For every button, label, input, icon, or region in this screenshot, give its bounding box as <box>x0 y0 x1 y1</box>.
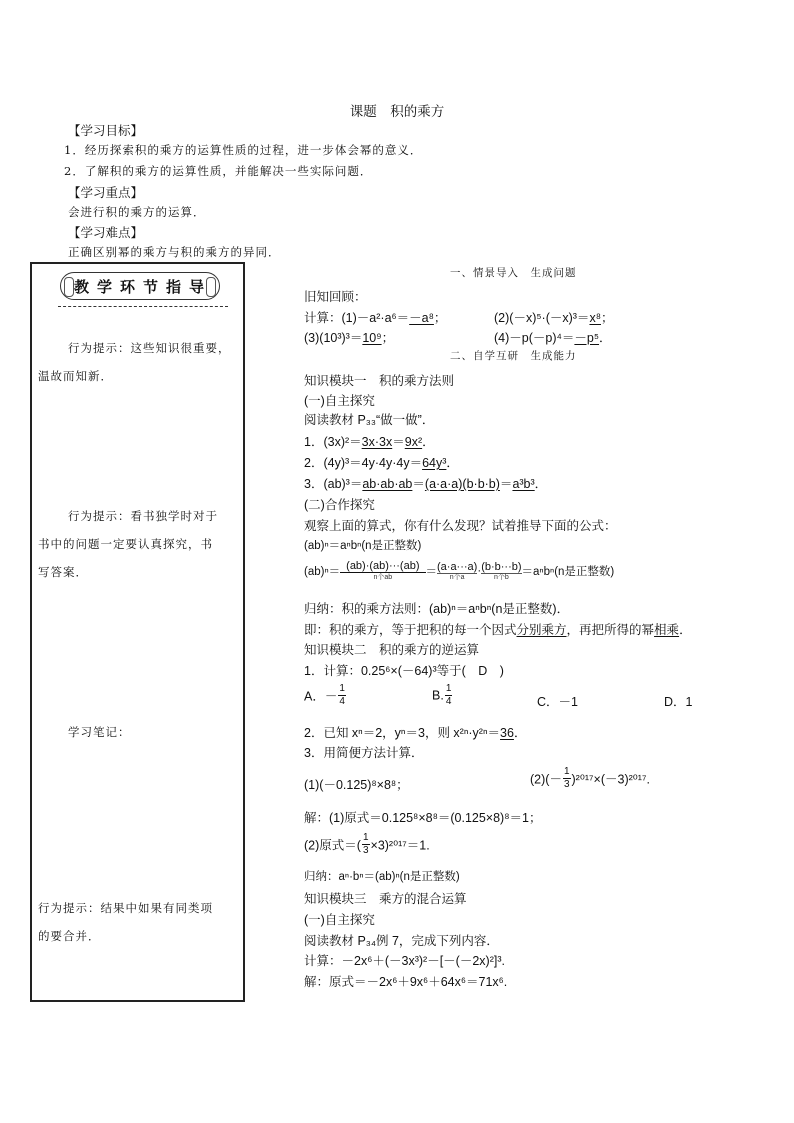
study-notes-label: 学习笔记： <box>68 725 131 739</box>
frac-num: 1 <box>362 832 369 843</box>
question-3: 3．用简便方法计算． <box>304 746 424 760</box>
example-2: 2．(4y)³＝4y·4y·4y＝64y³． <box>304 456 459 470</box>
tip-review <box>38 334 238 390</box>
module-3-solution: 解：原式＝－2x⁶＋9x⁶＋64x⁶＝71x⁶. <box>304 975 508 989</box>
diff-header: 【学习难点】 <box>68 225 144 240</box>
review-q3: (3)(10³)³＝ <box>304 331 363 345</box>
brace-b-top: (b·b···b) <box>481 560 522 573</box>
module-3-read: 阅读教材 P₃₄例 7，完成下列内容． <box>304 934 499 948</box>
review-a3: 10⁹ <box>362 331 382 345</box>
brace-a <box>437 561 477 582</box>
tip-read-line: 书中的问题一定要认真探究，书 <box>38 537 213 551</box>
goal-1: 1．经历探索积的乘方的运算性质的过程，进一步体会幂的意义． <box>64 143 423 157</box>
example-1: 1．(3x)²＝3x·3x＝9x²． <box>304 435 435 449</box>
guide-banner <box>60 272 220 300</box>
example-3-q: 3．(ab)³＝ <box>304 477 363 491</box>
review-label: 旧知回顾： <box>304 290 367 304</box>
brace-b <box>481 561 521 582</box>
question-2-text: 2．已知 xⁿ＝2，yⁿ＝3，则 x²ⁿ·y²ⁿ＝ <box>304 726 501 740</box>
goal-2: 2．了解积的乘方的运算性质，并能解决一些实际问题． <box>64 164 373 178</box>
example-3-c: a³b³ <box>512 477 535 491</box>
derivation-lhs: (ab)ⁿ＝ <box>304 566 341 578</box>
derivation-fraction <box>340 560 425 582</box>
frac-num: 1 <box>339 683 345 694</box>
fraction-one-third <box>362 832 370 857</box>
key-header: 【学习重点】 <box>68 185 144 200</box>
module-2-title: 知识模块二 积的乘方的逆运算 <box>304 643 480 657</box>
tip-read-line: 行为提示：看书独学时对于 <box>68 509 218 523</box>
question-3-1: (1)(－0.125)⁸×8⁸； <box>304 778 409 792</box>
derivation: (ab)ⁿ＝ (ab)·(ab)···(ab) n个ab ＝ (a·a···a) n个a · (b·b···b) n个b ＝aⁿbⁿ(n是正整数) <box>304 560 615 581</box>
review-a2: x⁸ <box>589 311 601 325</box>
conclusion-1: 归纳：积的乘方法则：(ab)ⁿ＝aⁿbⁿ(n是正整数)． <box>304 602 570 616</box>
brace-b-sub: n个b <box>493 573 509 581</box>
example-3: 3．(ab)³＝ab·ab·ab＝(a·a·a)(b·b·b)＝a³b³． <box>304 477 548 491</box>
banner-char: 导 <box>188 277 206 296</box>
frac-den: 4 <box>339 696 345 707</box>
module-1-title: 知识模块一 积的乘方法则 <box>304 374 455 388</box>
guide-sidebar <box>30 262 245 1002</box>
banner-char: 教 <box>73 277 91 296</box>
brace-a-sub: n个a <box>449 573 465 581</box>
question-2: 2．已知 xⁿ＝2，yⁿ＝3，则 x²ⁿ·y²ⁿ＝36． <box>304 726 527 740</box>
review-row-4: (4)－p(－p)⁴＝－p⁵． <box>494 331 612 345</box>
module-1-sub-a: (一)自主探究 <box>304 394 375 408</box>
solution-1: 解：(1)原式＝0.125⁸×8⁸＝(0.125×8)⁸＝1； <box>304 811 542 825</box>
frac-den: 3 <box>563 779 570 790</box>
section-2-header: 二、自学互研 生成能力 <box>450 350 577 362</box>
that-is-blank-2: 相乘 <box>654 623 680 637</box>
review-row-1: 计算：(1)－a²·a⁶＝－a⁸； <box>304 311 447 325</box>
key-text: 会进行积的乘方的运算． <box>68 205 206 219</box>
formula-1: (ab)ⁿ＝aⁿbⁿ(n是正整数) <box>304 540 422 552</box>
example-3-b: (a·a·a)(b·b·b) <box>424 477 500 491</box>
review-q4: (4)－p(－p)⁴＝ <box>494 331 575 345</box>
derivation-top: (ab)·(ab)···(ab) <box>340 560 425 573</box>
tip-combine <box>38 894 238 950</box>
banner-divider <box>58 306 228 307</box>
module-3-calc: 计算：－2x⁶＋(－3x³)²－[－(－2x)²]³. <box>304 954 505 968</box>
question-3-2 <box>530 766 650 791</box>
module-1-sub-b: (二)合作探究 <box>304 498 375 512</box>
frac-den: 4 <box>445 696 452 707</box>
tip-review-line: 行为提示：这些知识很重要， <box>68 341 231 355</box>
option-b <box>432 683 453 708</box>
frac-num: 1 <box>563 766 570 777</box>
banner-char: 节 <box>142 277 160 296</box>
that-is-c: ． <box>679 623 692 637</box>
module-3-sub-a: (一)自主探究 <box>304 913 375 927</box>
conclusion-2: 归纳：aⁿ·bⁿ＝(ab)ⁿ(n是正整数) <box>304 871 460 883</box>
solution-2-prefix: (2)原式＝( <box>304 838 361 853</box>
example-1-b: 9x² <box>404 435 423 449</box>
example-3-a: ab·ab·ab <box>362 477 413 491</box>
frac-num: 1 <box>445 683 452 694</box>
example-1-a: 3x·3x <box>361 435 393 449</box>
that-is-a: 即：积的乘方，等于把积的每一个因式 <box>304 623 517 637</box>
fraction-one-quarter <box>338 683 346 708</box>
tip-combine-line: 行为提示：结果中如果有同类项 <box>38 901 213 915</box>
calc-label: 计算： <box>304 311 342 325</box>
page-title: 课题 积的乘方 <box>349 104 445 120</box>
q3-2-suffix: )²⁰¹⁷×(－3)²⁰¹⁷. <box>571 772 650 787</box>
review-a1: －a⁸ <box>409 311 434 325</box>
tip-read <box>38 502 238 586</box>
option-b-label: B. <box>432 688 444 703</box>
solution-2 <box>304 832 430 857</box>
example-2-q: 2．(4y)³＝4y·4y·4y＝ <box>304 456 423 470</box>
that-is-blank-1: 分别乘方 <box>516 623 567 637</box>
section-1-header: 一、情景导入 生成问题 <box>450 267 577 279</box>
question-2-answer: 36 <box>500 726 514 740</box>
banner-char: 学 <box>96 277 114 296</box>
fraction-one-third <box>563 766 571 791</box>
observe-text: 观察上面的算式，你有什么发现？试着推导下面的公式： <box>304 519 617 533</box>
banner-char: 环 <box>119 277 137 296</box>
fraction-one-quarter <box>445 683 453 708</box>
derivation-end: ＝aⁿbⁿ(n是正整数) <box>521 566 615 578</box>
review-a4: －p⁵ <box>574 331 600 345</box>
option-d: D．1 <box>664 695 693 709</box>
that-is <box>304 620 692 638</box>
module-3-title: 知识模块三 乘方的混合运算 <box>304 892 467 906</box>
that-is-b: ，再把所得的幂 <box>566 623 655 637</box>
review-q1: (1)－a²·a⁶＝ <box>341 311 410 325</box>
review-row-2: (2)(－x)⁵·(－x)³＝x⁸； <box>494 311 614 325</box>
question-1: 1．计算：0.25⁶×(－64)³等于( D ) <box>304 664 504 678</box>
example-1-q: 1．(3x)²＝ <box>304 435 362 449</box>
tip-review-line: 温故而知新． <box>38 369 113 383</box>
brace-a-top: (a·a···a) <box>437 560 478 573</box>
tip-combine-line: 的要合并． <box>38 929 101 943</box>
banner-char: 指 <box>165 277 183 296</box>
diff-text: 正确区别幂的乘方与积的乘方的异同． <box>68 245 281 259</box>
review-row-3: (3)(10³)³＝10⁹； <box>304 331 395 345</box>
option-a-label: A．－ <box>304 689 338 704</box>
module-1-read: 阅读教材 P₃₃“做一做”． <box>304 413 435 427</box>
option-c: C．－1 <box>537 695 578 709</box>
option-a <box>304 683 347 708</box>
review-q2: (2)(－x)⁵·(－x)³＝ <box>494 311 590 325</box>
q3-2-prefix: (2)(－ <box>530 772 562 787</box>
derivation-sub: n个ab <box>373 574 393 581</box>
example-2-a: 64y³ <box>422 456 447 470</box>
solution-2-suffix: ×3)²⁰¹⁷＝1. <box>370 838 430 853</box>
frac-den: 3 <box>362 845 369 856</box>
goals-header: 【学习目标】 <box>68 123 144 138</box>
tip-read-line: 写答案． <box>38 565 88 579</box>
